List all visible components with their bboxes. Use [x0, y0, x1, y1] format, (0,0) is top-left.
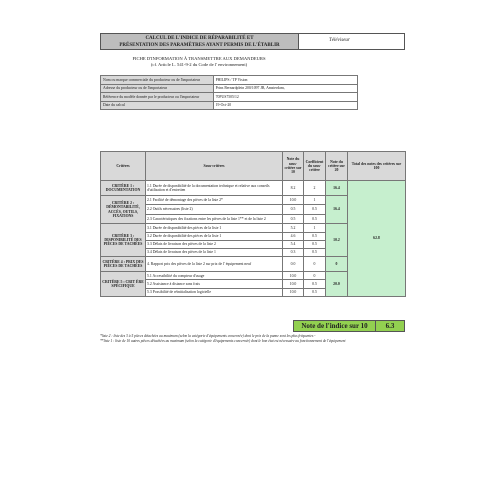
- sub-note: 0.5: [283, 205, 304, 214]
- title-line-2: PRÉSENTATION DES PARAMÈTRES AYANT PERMIS DE L'ÉTABLIR: [119, 43, 280, 48]
- footnote-2: **liste 1 : liste de 10 autres pièces détachées au maximum (selon la catégorie d'équipements concernée) dont le bon état est nécessaire au fonctionnement de l'équipement: [100, 338, 346, 343]
- fiche-line-2: (cf. Article L. 541-9-2 du Code de l' environnement): [150, 61, 248, 67]
- sub-criterion: 2.3 Caractéristiques des fixations entre les pièces de la liste 1** et de la liste 2: [146, 214, 283, 223]
- criterion-name: CRITÈRE 1 : DOCUMENTATION: [101, 181, 146, 196]
- sub-coef: 0.5: [304, 232, 326, 240]
- sub-coef: 1: [304, 195, 326, 204]
- sub-note: 10.0: [283, 272, 304, 280]
- info-row: [101, 76, 358, 85]
- score-label: Note de l'indice sur 10: [294, 321, 376, 331]
- sub-coef: 0: [304, 257, 326, 272]
- sub-note: 5.4: [283, 240, 304, 248]
- info-label: Référence du modèle donnée par le producteur ou l'importateur: [101, 93, 214, 102]
- sub-coef: 0.5: [304, 214, 326, 223]
- sub-criterion: 5.2 Assistance à distance sans frais: [146, 280, 283, 288]
- info-row: [101, 84, 358, 93]
- info-value: 19-Oct-20: [213, 101, 357, 110]
- info-label: Adresse du producteur ou de l'importateur: [101, 84, 214, 93]
- sub-criterion: 2.1 Facilité de démontage des pièces de la liste 2*: [146, 195, 283, 204]
- criterion-name: CRITÈRE 4 : PRIX DES PIÈCES DE TACHÉES: [101, 257, 146, 272]
- header-sous-criteres: Sous-critères: [146, 152, 283, 181]
- total-score: 62.8: [348, 181, 406, 297]
- sub-coef: 0.5: [304, 249, 326, 257]
- title-line-1: CALCUL DE L'INDICE DE RÉPARABILITÉ ET: [145, 36, 254, 41]
- sub-coef: 0.5: [304, 240, 326, 248]
- sub-criterion: 4. Rapport prix des pièces de la liste 2 sur prix de l' équipement neuf: [146, 257, 283, 272]
- sub-note: 10.0: [283, 280, 304, 288]
- sub-note: 10.0: [283, 195, 304, 204]
- repairability-index-score: [293, 320, 405, 332]
- header-coef: Coefficient du sous-critère: [304, 152, 326, 181]
- sub-coef: 0.5: [304, 288, 326, 296]
- sub-note: 0.0: [283, 257, 304, 272]
- sub-criterion: 3.1 Durée de disponibilité des pièces de la liste 1: [146, 224, 283, 232]
- criterion-name: CRITÈRE 3 : DISPONIBILITÉ DES PIÈCES DE TACHÉES: [101, 224, 146, 257]
- sub-note: 4.6: [283, 232, 304, 240]
- criterion-note: 16.4: [326, 195, 348, 223]
- header-note: Note du sous-critère sur 10: [283, 152, 304, 181]
- sub-criterion: 5.1 Accessibilité du compteur d'usage: [146, 272, 283, 280]
- sheet-title: [101, 34, 299, 49]
- info-label: Nom ou marque commerciale du producteur ou de l'importateur: [101, 76, 214, 85]
- criterion-note: 20.0: [326, 272, 348, 297]
- sub-criterion: 3.4 Délais de livraison des pièces de la liste 1: [146, 249, 283, 257]
- info-row: [101, 101, 358, 110]
- info-value: PHILIPS / TP Vision: [213, 76, 357, 85]
- sub-coef: 2: [304, 181, 326, 196]
- footnotes: [100, 334, 405, 343]
- sub-criterion: 2.2 Outils nécessaires (liste 2): [146, 205, 283, 214]
- info-value: Prins Bernardplein 200/1097 JB, Amsterdam,: [213, 84, 357, 93]
- sub-coef: 0.5: [304, 205, 326, 214]
- header-total: Total des notes des critères sur 100: [348, 152, 406, 181]
- sub-coef: 0: [304, 272, 326, 280]
- criterion-note: 0: [326, 257, 348, 272]
- header-note-critere: Note du critère sur 20: [326, 152, 348, 181]
- info-value: 70PUS7505/12: [213, 93, 357, 102]
- sub-coef: 0.5: [304, 280, 326, 288]
- sub-note: 0.5: [283, 214, 304, 223]
- fiche-subtitle: [100, 56, 298, 67]
- product-category: Téléviseur: [329, 38, 350, 43]
- sub-note: 5.2: [283, 224, 304, 232]
- sub-criterion: 5.3 Possibilité de réinitialisation logicielle: [146, 288, 283, 296]
- sub-note: 8.2: [283, 181, 304, 196]
- sub-criterion: 1.1 Durée de disponibilité de la documentation technique et relative aux conseils d'utilisation et d'entretien: [146, 181, 283, 196]
- sub-criterion: 3.2 Durée de disponibilité des pièces de la liste 1: [146, 232, 283, 240]
- fiche-line-1: FICHE D'INFORMATION À TRANSMETTRE AUX DEMANDEURS: [132, 56, 266, 61]
- criterion-note: 16.4: [326, 181, 348, 196]
- table-row: [101, 181, 406, 196]
- criterion-name: CRITÈRE 2 : DÉMONTABILITÉ, ACCÈS, OUTILS, FIXATIONS: [101, 195, 146, 223]
- sub-note: 0.3: [283, 249, 304, 257]
- sub-criterion: 3.3 Délais de livraison des pièces de la liste 2: [146, 240, 283, 248]
- info-row: [101, 93, 358, 102]
- info-label: Date du calcul: [101, 101, 214, 110]
- criteria-header-row: [101, 152, 406, 181]
- sub-coef: 1: [304, 224, 326, 232]
- criterion-note: 10.2: [326, 224, 348, 257]
- criteria-table: [100, 151, 406, 297]
- footnote-1: *liste 2 : liste des 3 à 5 pièces détachées au maximum (selon la catégorie d'équipements concernée) dont le prix de la panne sont les plus fréquentes -: [100, 334, 316, 338]
- header-criteres: Critères: [101, 152, 146, 181]
- score-value: 6.3: [385, 322, 395, 330]
- sub-note: 10.0: [283, 288, 304, 296]
- criterion-name: CRITÈRE 5 : CRIT ÈRE SPÉCIFIQUE: [101, 272, 146, 297]
- product-info-table: [100, 75, 358, 110]
- sheet-header: [100, 33, 405, 50]
